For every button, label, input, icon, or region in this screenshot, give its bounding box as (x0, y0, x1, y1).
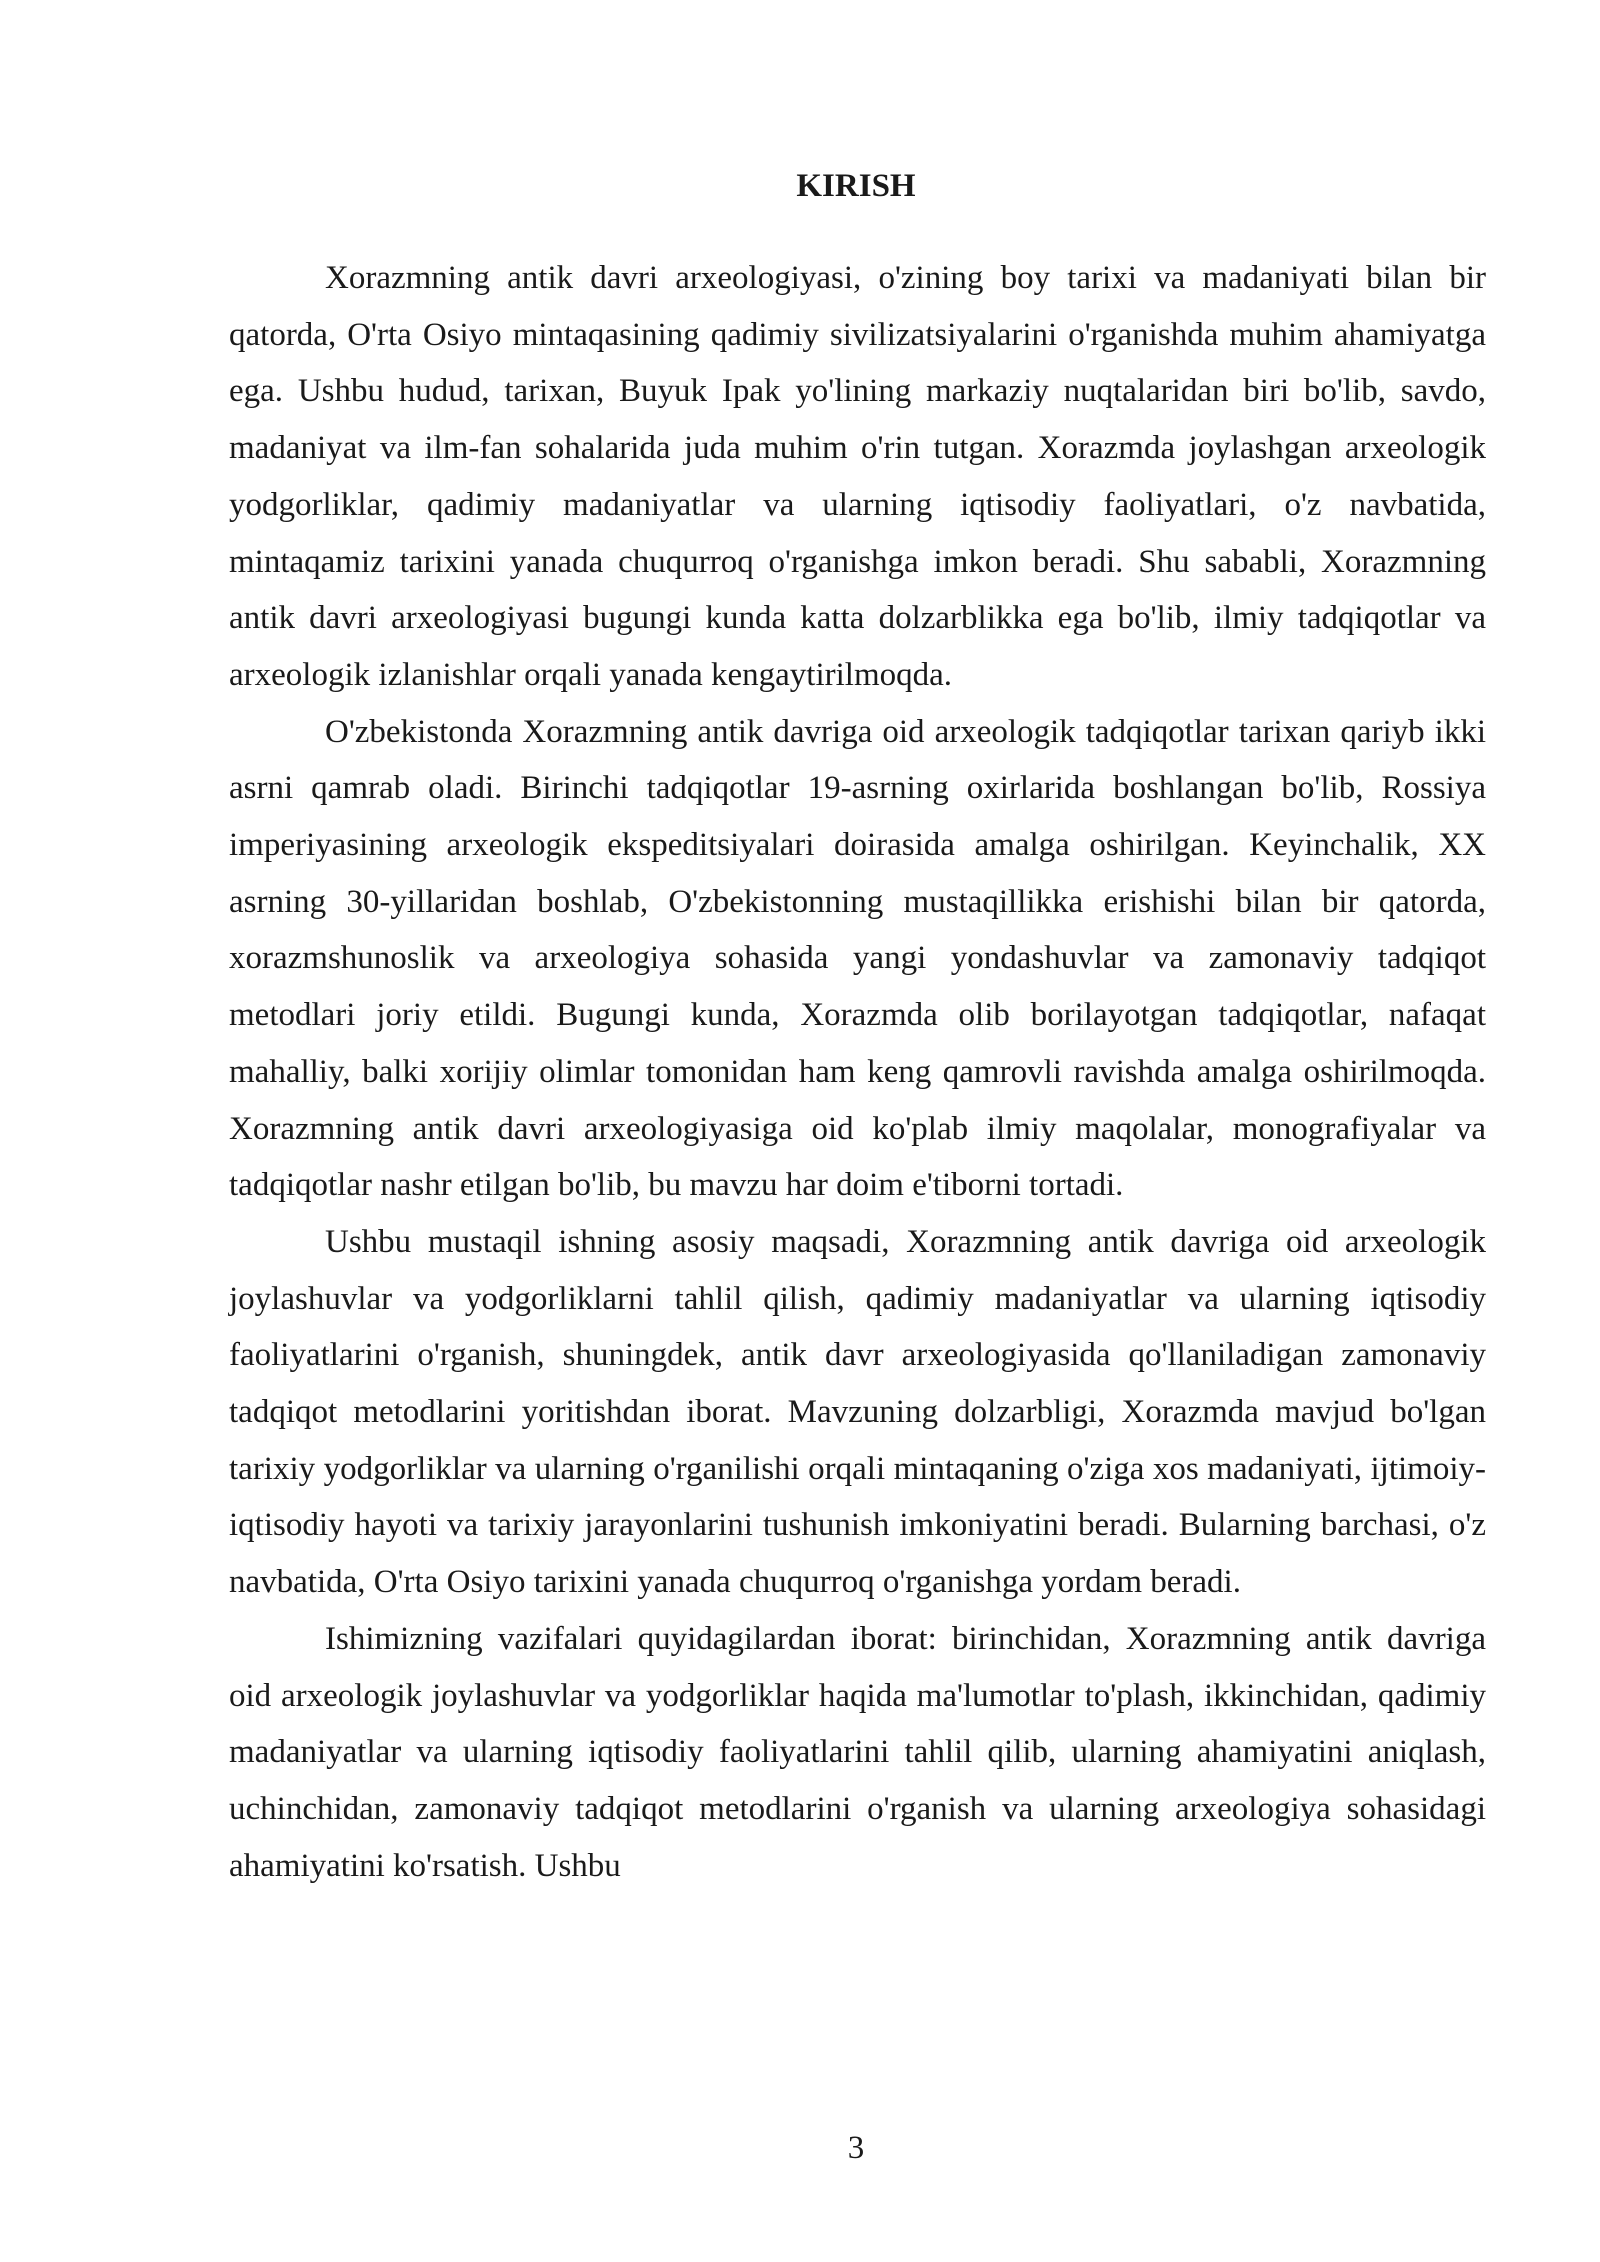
body-text (229, 250, 1486, 1894)
paragraph-1: Xorazmning antik davri arxeologiyasi, o'zining boy tarixi va madaniyati bilan bir qatorda, O'rta Osiyo mintaqasining qadimiy sivilizatsiyalarini o'rganishda muhim ahamiyatga ega. Ushbu hudud, tarixan, Buyuk Ipak yo'lining markaziy nuqtalaridan biri bo'lib, savdo, madaniyat va ilm-fan sohalarida juda muhim o'rin tutgan. Xorazmda joylashgan arxeologik yodgorliklar, qadimiy madaniyatlar va ularning iqtisodiy faoliyatlari, o'z navbatida, mintaqamiz tarixini yanada chuqurroq o'rganishga imkon beradi. Shu sababli, Xorazmning antik davri arxeologiyasi bugungi kunda katta dolzarblikka ega bo'lib, ilmiy tadqiqotlar va arxeologik izlanishlar orqali yanada kengaytirilmoqda. (229, 260, 1486, 693)
page-number: 3 (847, 2130, 865, 2166)
page-title: KIRISH (796, 168, 916, 204)
paragraph-2: O'zbekistonda Xorazmning antik davriga oid arxeologik tadqiqotlar tarixan qariyb ikki asrni qamrab oladi. Birinchi tadqiqotlar 19-asrning oxirlarida boshlangan bo'lib, Rossiya imperiyasining arxeologik ekspeditsiyalari doirasida amalga oshirilgan. Keyinchalik, XX asrning 30-yillaridan boshlab, O'zbekistonning mustaqillikka erishishi bilan bir qatorda, xorazmshunoslik va arxeologiya sohasida yangi yondashuvlar va zamonaviy tadqiqot metodlari joriy etildi. Bugungi kunda, Xorazmda olib borilayotgan tadqiqotlar, nafaqat mahalliy, balki xorijiy olimlar tomonidan ham keng qamrovli ravishda amalga oshirilmoqda. Xorazmning antik davri arxeologiyasiga oid ko'plab ilmiy maqolalar, monografiyalar va tadqiqotlar nashr etilgan bo'lib, bu mavzu har doim e'tiborni tortadi. (229, 713, 1486, 1204)
paragraph-4: Ishimizning vazifalari quyidagilardan iborat: birinchidan, Xorazmning antik davriga oid arxeologik joylashuvlar va yodgorliklar haqida ma'lumotlar to'plash, ikkinchidan, qadimiy madaniyatlar va ularning iqtisodiy faoliyatlarini tahlil qilib, ularning ahamiyatini aniqlash, uchinchidan, zamonaviy tadqiqot metodlarini o'rganish va ularning arxeologiya sohasidagi ahamiyatini ko'rsatish. Ushbu (229, 1620, 1486, 1884)
paragraph-3: Ushbu mustaqil ishning asosiy maqsadi, Xorazmning antik davriga oid arxeologik joylashuvlar va yodgorliklarni tahlil qilish, qadimiy madaniyatlar va ularning iqtisodiy faoliyatlarini o'rganish, shuningdek, antik davr arxeologiyasida qo'llaniladigan zamonaviy tadqiqot metodlarini yoritishdan iborat. Mavzuning dolzarbligi, Xorazmda mavjud bo'lgan tarixiy yodgorliklar va ularning o'rganilishi orqali mintaqaning o'ziga xos madaniyati, ijtimoiy-iqtisodiy hayoti va tarixiy jarayonlarini tushunish imkoniyatini beradi. Bularning barchasi, o'z navbatida, O'rta Osiyo tarixini yanada chuqurroq o'rganishga yordam beradi. (229, 1223, 1486, 1601)
